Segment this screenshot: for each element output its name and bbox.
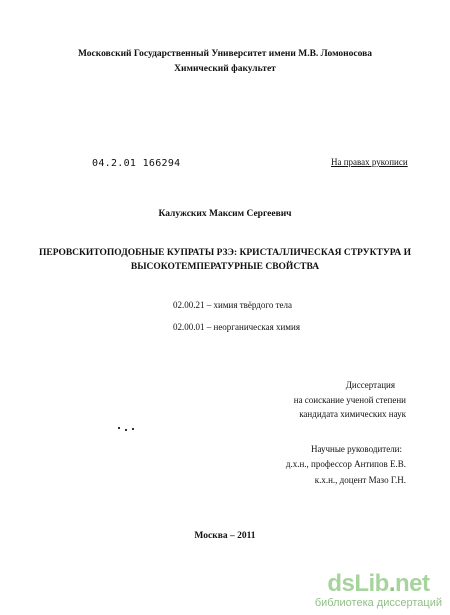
university-name: Московский Государственный Университет имени М.В. Ломоносова — [77, 49, 373, 59]
dslib-watermark — [315, 572, 442, 609]
watermark-subtitle: библиотека диссертаций — [314, 597, 442, 609]
supervisors-heading: Научные руководители: — [310, 444, 402, 454]
degree-line: на соискание ученой степени — [293, 395, 406, 405]
city-year: Москва – 2011 — [194, 531, 256, 541]
faculty-name: Химический факультет — [174, 64, 276, 74]
supervisor-1: д.х.н., профессор Антипов Е.В. — [285, 459, 406, 469]
degree-field: кандидата химических наук — [299, 409, 406, 419]
dissertation-label: Диссертация — [345, 380, 395, 390]
specialty-2: 02.00.01 – неорганическая химия — [173, 322, 300, 332]
specialty-1: 02.00.21 – химия твёрдого тела — [173, 300, 292, 310]
thesis-title-line-1: ПЕРОВСКИТОПОДОБНЫЕ КУПРАТЫ РЗЭ: КРИСТАЛЛИЧЕСКАЯ СТРУКТУРА И — [38, 248, 412, 258]
thesis-title-line-2: ВЫСОКОТЕМПЕРАТУРНЫЕ СВОЙСТВА — [130, 262, 320, 272]
author-name: Калужских Максим Сергеевич — [158, 209, 292, 219]
registration-stamp: 04.2.01 166294 — [92, 158, 181, 169]
supervisor-2: к.х.н., доцент Мазо Г.Н. — [314, 475, 406, 485]
manuscript-note: На правах рукописи — [331, 157, 408, 167]
watermark-logo: dsLib.net — [327, 570, 430, 597]
